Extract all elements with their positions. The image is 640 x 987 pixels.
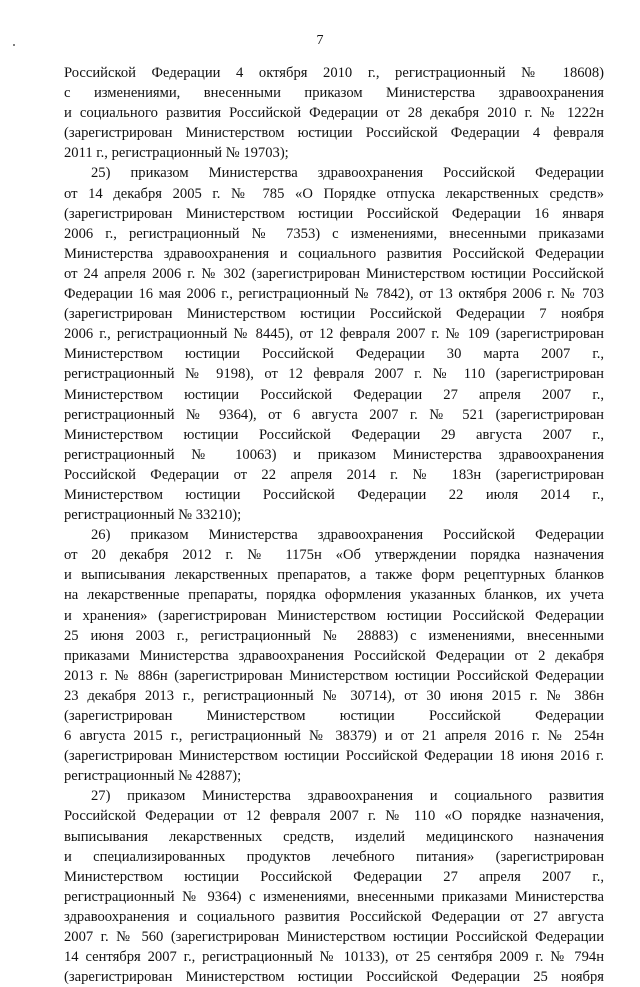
text-line: 6 августа 2015 г., регистрационный № 38379) и от 21 апреля 2016 г. № 254н (64, 728, 604, 745)
text-line: 26) приказом Министерства здравоохранения Российской Федерации (91, 527, 604, 544)
text-line: Министерством юстиции Российской Федерации 30 марта 2007 г., (64, 346, 604, 363)
text-line: от 20 декабря 2012 г. № 1175н «Об утверждении порядка назначения (64, 547, 604, 564)
text-line: от 14 декабря 2005 г. № 785 «О Порядке отпуска лекарственных средств» (64, 185, 604, 202)
text-line: 2006 г., регистрационный № 7353) с изменениями, внесенными приказами (64, 225, 604, 242)
text-line: регистрационный № 33210); (64, 507, 242, 524)
text-line: (зарегистрирован Министерством юстиции Российской Федерации 25 ноября (64, 969, 604, 986)
text-line: 14 сентября 2007 г., регистрационный № 10133), от 25 сентября 2009 г. № 794н (64, 949, 604, 966)
text-line: регистрационный № 10063) и приказом Министерства здравоохранения (64, 446, 604, 463)
text-line: с изменениями, внесенными приказом Министерства здравоохранения (64, 85, 604, 102)
text-line: (зарегистрирован Министерством юстиции Российской Федерации (64, 708, 604, 724)
text-line: Российской Федерации от 22 апреля 2014 г. № 183н (зарегистрирован (64, 466, 604, 483)
page-number: 7 (316, 33, 324, 48)
text-line: Министерством юстиции Российской Федерации 27 апреля 2007 г., (64, 386, 604, 403)
text-line: от 24 апреля 2006 г. № 302 (зарегистрирован Министерством юстиции Российской (64, 265, 604, 282)
text-line: 25 июня 2003 г., регистрационный № 28883) с изменениями, внесенными (64, 627, 604, 644)
text-line: приказами Министерства здравоохранения Российской Федерации от 2 декабря (64, 647, 604, 664)
document-body (64, 63, 604, 987)
text-line: Министерства здравоохранения и социального развития Российской Федерации (64, 245, 604, 262)
text-line: и социального развития Российской Федерации от 28 декабря 2010 г. № 1222н (64, 105, 604, 122)
text-line: Министерством юстиции Российской Федерации 27 апреля 2007 г., (64, 868, 604, 885)
text-line: 25) приказом Министерства здравоохранения Российской Федерации (91, 165, 604, 182)
text-line: Федерации 16 мая 2006 г., регистрационный № 7842), от 13 октября 2006 г. № 703 (64, 286, 604, 303)
text-line: Российской Федерации 4 октября 2010 г., регистрационный № 18608) (64, 65, 604, 81)
text-line: регистрационный № 9364) с изменениями, внесенными приказами Министерства (64, 888, 604, 905)
text-line: 2007 г. № 560 (зарегистрирован Министерством юстиции Российской Федерации (64, 929, 604, 946)
text-line: и специализированных продуктов лечебного питания» (зарегистрирован (64, 848, 604, 865)
text-line: регистрационный № 9364), от 6 августа 2007 г. № 521 (зарегистрирован (64, 406, 604, 423)
text-line: (зарегистрирован Министерством юстиции Российской Федерации 4 февраля (64, 125, 604, 142)
text-line: (зарегистрирован Министерством юстиции Российской Федерации 7 ноября (64, 306, 604, 323)
text-line: (зарегистрирован Министерством юстиции Российской Федерации 16 января (64, 205, 604, 222)
text-line: выписывания лекарственных средств, изделий медицинского назначения (64, 828, 604, 845)
text-line: 27) приказом Министерства здравоохранения и социального развития (91, 788, 604, 805)
text-line: 2011 г., регистрационный № 19703); (64, 145, 289, 162)
text-line: 2013 г. № 886н (зарегистрирован Министерством юстиции Российской Федерации (64, 667, 604, 684)
text-line: Российской Федерации от 12 февраля 2007 г. № 110 «О порядке назначения, (64, 808, 604, 825)
text-line: регистрационный № 42887); (64, 768, 242, 785)
text-line: на лекарственные препараты, порядка оформления указанных бланков, их учета (64, 587, 604, 604)
text-line: 23 декабря 2013 г., регистрационный № 30714), от 30 июня 2015 г. № 386н (64, 687, 604, 704)
text-line: и хранения» (зарегистрирован Министерством юстиции Российской Федерации (64, 607, 604, 624)
text-line: регистрационный № 9198), от 12 февраля 2007 г. № 110 (зарегистрирован (64, 366, 604, 383)
text-line: (зарегистрирован Министерством юстиции Российской Федерации 18 июня 2016 г. (64, 748, 604, 765)
text-line: и выписывания лекарственных препаратов, а также форм рецептурных бланков (64, 567, 604, 584)
text-line: здравоохранения и социального развития Российской Федерации от 27 августа (64, 908, 604, 925)
text-line: 2006 г., регистрационный № 8445), от 12 февраля 2007 г. № 109 (зарегистрирован (64, 326, 604, 343)
text-line: Министерством юстиции Российской Федерации 22 июля 2014 г., (64, 486, 604, 503)
text-line: Министерством юстиции Российской Федерации 29 августа 2007 г., (64, 426, 604, 443)
